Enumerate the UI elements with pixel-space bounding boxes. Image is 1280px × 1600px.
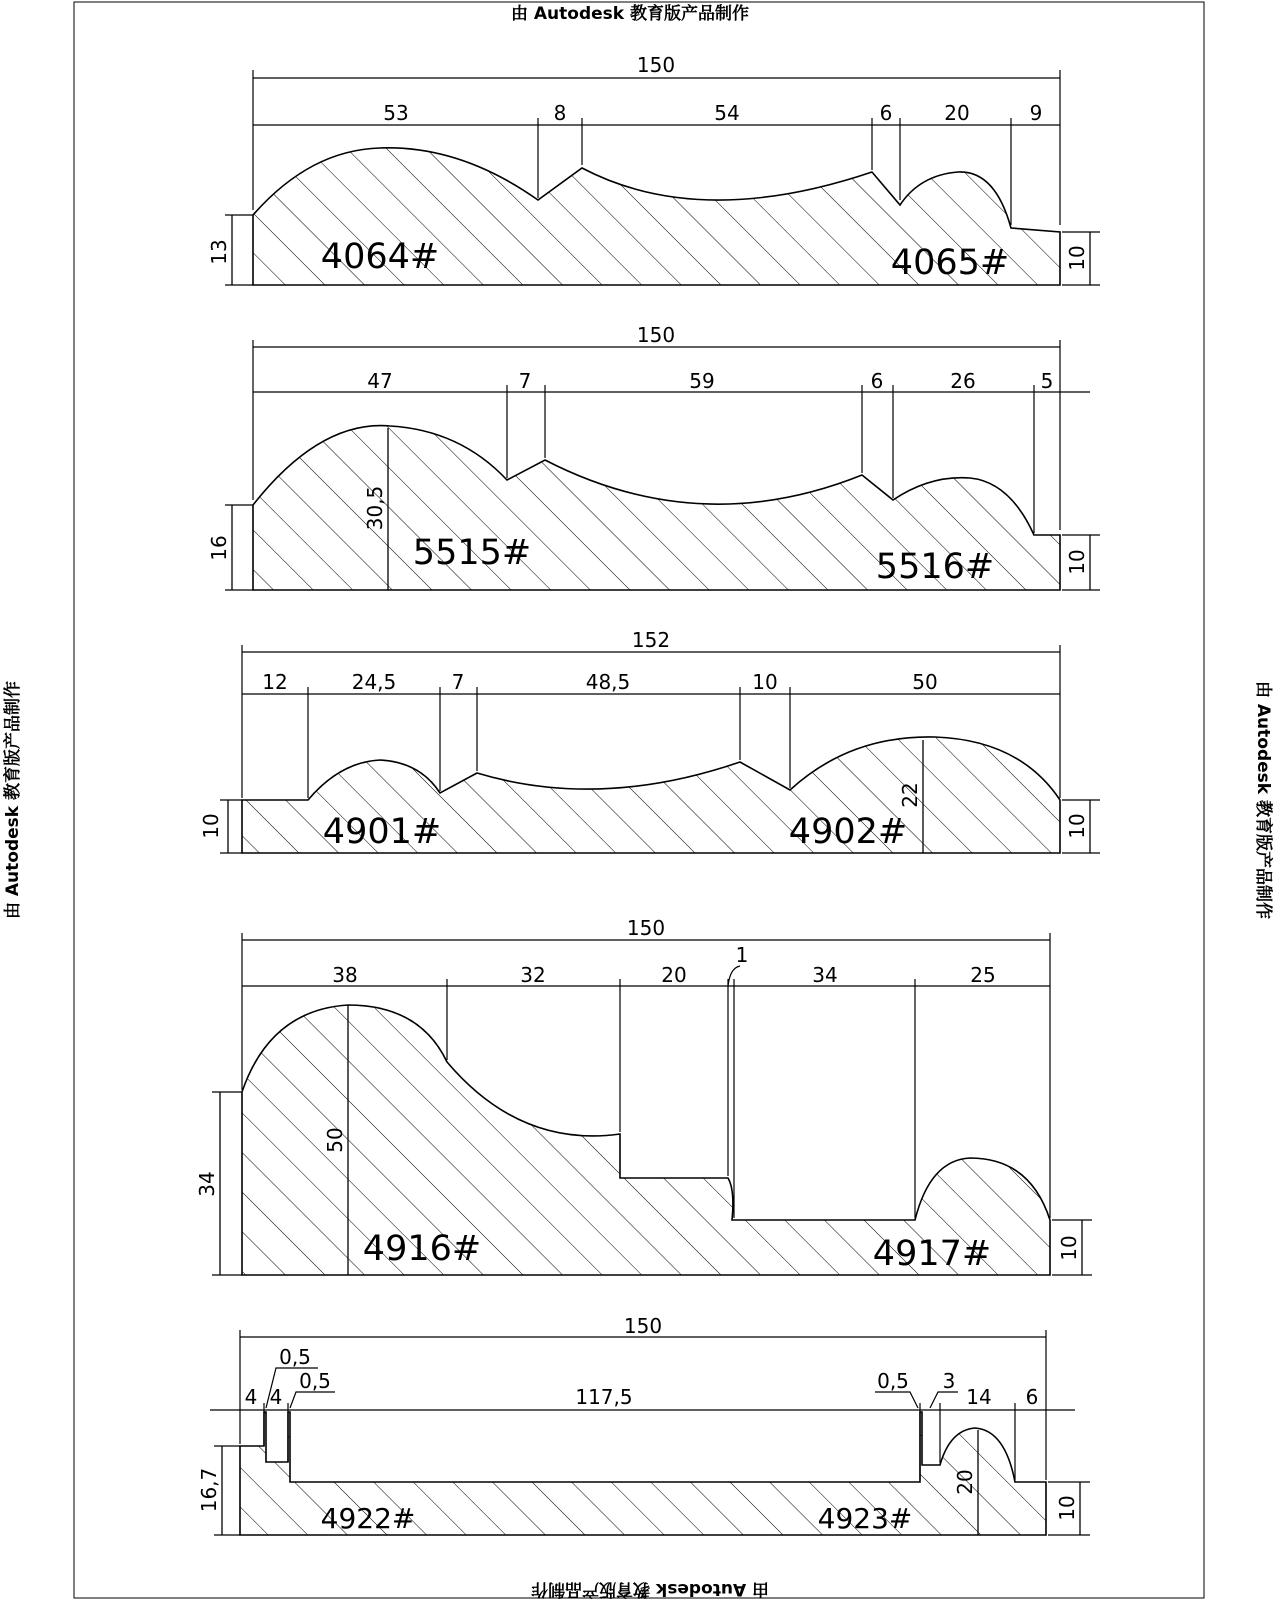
dim-seg-2: 7 (518, 369, 532, 393)
dim-seg-4: 6 (879, 101, 893, 125)
dim-inner-height: 20 (953, 1469, 977, 1495)
dim-seg-5: 34 (812, 963, 838, 987)
dim-seg-3: 54 (714, 101, 740, 125)
watermark-left: 由 Autodesk 教育版产品制作 (3, 680, 23, 920)
dim-small-1: 0,5 (279, 1345, 311, 1369)
product-code-right: 5516# (875, 547, 995, 587)
dim-seg-3: 59 (689, 369, 715, 393)
dim-seg-2: 32 (520, 963, 546, 987)
dim-left-height: 34 (195, 1171, 219, 1197)
dim-right-height: 10 (1065, 245, 1089, 271)
dim-right-height: 10 (1065, 549, 1089, 575)
dim-seg-3: 20 (661, 963, 687, 987)
dim-total: 150 (636, 323, 676, 347)
watermark-top: 由 Autodesk 教育版产品制作 (510, 4, 750, 24)
watermark-right: 由 Autodesk 教育版产品制作 (1253, 680, 1273, 920)
product-code-right: 4065# (890, 243, 1010, 283)
dim-total: 150 (626, 916, 666, 940)
dim-seg-6: 50 (912, 670, 938, 694)
dim-seg-1: 12 (262, 670, 288, 694)
profile-4916-4917 (195, 916, 1092, 1275)
dim-seg-1: 4 (244, 1385, 258, 1409)
dim-seg-6: 5 (1040, 369, 1054, 393)
dim-right-height: 10 (1065, 813, 1089, 839)
dim-seg-2: 4 (269, 1385, 283, 1409)
dim-small-2: 0,5 (299, 1369, 331, 1393)
dim-seg-5: 10 (752, 670, 778, 694)
dim-seg-4: 3 (942, 1369, 956, 1393)
dim-left-height: 13 (207, 239, 231, 265)
dim-seg-4: 1 (735, 943, 749, 967)
dim-seg-3: 7 (451, 670, 465, 694)
product-code-left: 4922# (320, 1502, 416, 1535)
profile-5515-5516 (207, 323, 1100, 590)
dim-seg-4: 48,5 (585, 670, 631, 694)
dim-total: 150 (623, 1314, 663, 1338)
profile-4901-4902 (199, 628, 1100, 853)
product-code-right: 4923# (817, 1502, 913, 1535)
dim-seg-6: 25 (970, 963, 996, 987)
dim-seg-2: 24,5 (351, 670, 397, 694)
dim-seg-4: 6 (870, 369, 884, 393)
dim-inner-height: 30,5 (363, 485, 387, 531)
watermark-bottom: 由 Autodesk 教育版产品制作 (530, 1579, 770, 1599)
product-code-left: 5515# (412, 533, 532, 573)
dim-left-height: 16 (207, 535, 231, 561)
dim-seg-5: 20 (944, 101, 970, 125)
dim-total: 152 (631, 628, 671, 652)
profile-4064-4065 (207, 53, 1100, 285)
dim-seg-2: 8 (553, 101, 567, 125)
dim-left-height: 16,7 (197, 1467, 221, 1513)
dim-seg-5: 14 (966, 1385, 992, 1409)
dim-seg-5: 26 (950, 369, 976, 393)
dim-inner-height: 22 (898, 782, 922, 808)
product-code-right: 4917# (872, 1234, 992, 1274)
dim-small-3: 0,5 (877, 1369, 909, 1393)
dim-seg-1: 47 (367, 369, 393, 393)
product-code-left: 4901# (322, 812, 442, 852)
product-code-left: 4916# (362, 1229, 482, 1269)
product-code-left: 4064# (320, 237, 440, 277)
dim-seg-6: 6 (1025, 1385, 1039, 1409)
dim-right-height: 10 (1057, 1235, 1081, 1261)
dim-seg-6: 9 (1029, 101, 1043, 125)
dim-inner-height: 50 (323, 1127, 347, 1153)
dim-seg-1: 38 (332, 963, 358, 987)
dim-seg-1: 53 (383, 101, 409, 125)
dim-total: 150 (636, 53, 676, 77)
profile-4922-4923 (197, 1314, 1090, 1535)
dim-seg-3: 117,5 (575, 1385, 633, 1409)
product-code-right: 4902# (788, 812, 908, 852)
dim-left-height: 10 (199, 813, 223, 839)
dim-right-height: 10 (1055, 1495, 1079, 1521)
